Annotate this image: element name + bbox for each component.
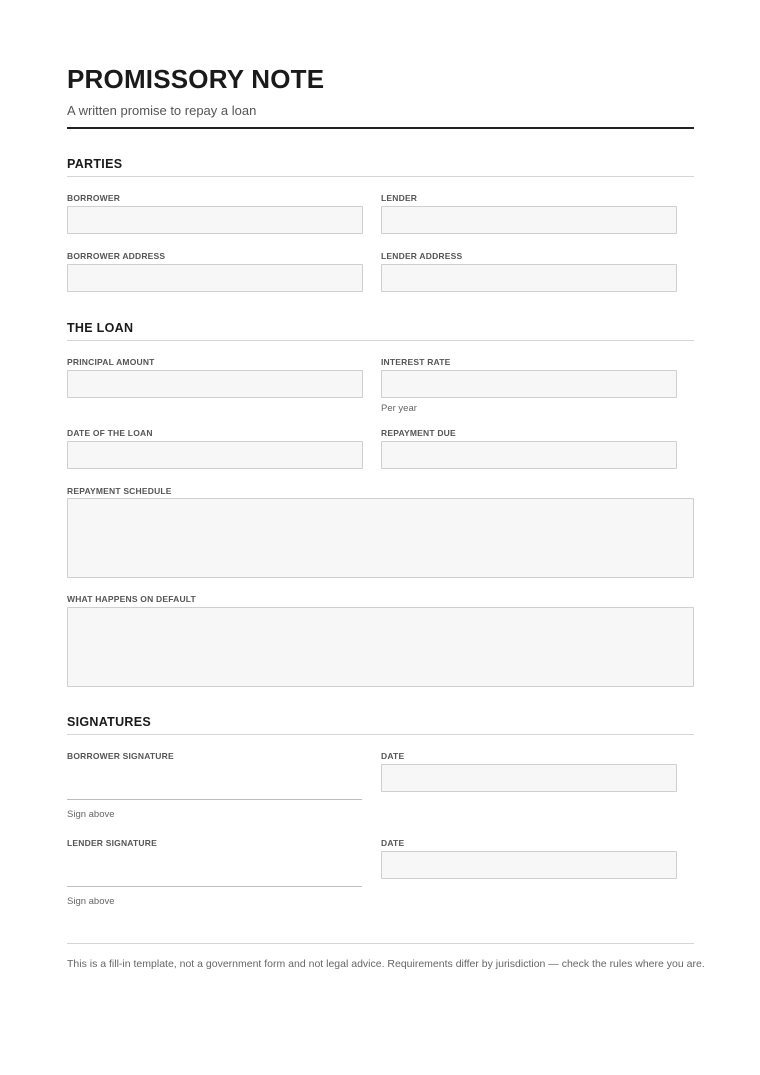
interest-rate-hint: Per year xyxy=(381,403,417,414)
lender-date-field[interactable] xyxy=(381,851,677,879)
principal-amount-label: PRINCIPAL AMOUNT xyxy=(67,357,155,367)
repayment-schedule-label: REPAYMENT SCHEDULE xyxy=(67,486,172,496)
borrower-signature-label: BORROWER SIGNATURE xyxy=(67,751,174,761)
section-divider-signatures xyxy=(67,734,694,735)
borrower-address-field[interactable] xyxy=(67,264,363,292)
lender-sign-hint: Sign above xyxy=(67,896,115,907)
lender-field[interactable] xyxy=(381,206,677,234)
lender-date-label: DATE xyxy=(381,838,405,848)
section-title-loan: THE LOAN xyxy=(67,321,134,335)
lender-address-field[interactable] xyxy=(381,264,677,292)
page-title: PROMISSORY NOTE xyxy=(67,64,325,94)
section-divider-loan xyxy=(67,340,694,341)
borrower-date-label: DATE xyxy=(381,751,405,761)
loan-date-field[interactable] xyxy=(67,441,363,469)
interest-rate-field[interactable] xyxy=(381,370,677,398)
repayment-due-field[interactable] xyxy=(381,441,677,469)
repayment-schedule-textarea[interactable] xyxy=(67,498,694,578)
borrower-date-field[interactable] xyxy=(381,764,677,792)
section-divider-parties xyxy=(67,176,694,177)
footer-divider xyxy=(67,943,694,944)
section-title-signatures: SIGNATURES xyxy=(67,715,152,729)
borrower-sign-hint: Sign above xyxy=(67,809,115,820)
borrower-signature-line[interactable] xyxy=(67,799,362,800)
footer-disclaimer: This is a fill-in template, not a government form and not legal advice. Requirements differ by jurisdiction — check the rules where you are. xyxy=(67,958,705,970)
principal-amount-field[interactable] xyxy=(67,370,363,398)
lender-signature-line[interactable] xyxy=(67,886,362,887)
loan-date-label: DATE OF THE LOAN xyxy=(67,428,153,438)
borrower-label: BORROWER xyxy=(67,193,121,203)
borrower-address-label: BORROWER ADDRESS xyxy=(67,251,166,261)
repayment-due-label: REPAYMENT DUE xyxy=(381,428,456,438)
header-divider xyxy=(67,127,694,129)
default-terms-textarea[interactable] xyxy=(67,607,694,687)
page-subtitle: A written promise to repay a loan xyxy=(67,103,257,118)
lender-signature-label: LENDER SIGNATURE xyxy=(67,838,157,848)
interest-rate-label: INTEREST RATE xyxy=(381,357,451,367)
section-title-parties: PARTIES xyxy=(67,157,123,171)
borrower-field[interactable] xyxy=(67,206,363,234)
lender-address-label: LENDER ADDRESS xyxy=(381,251,463,261)
default-label: WHAT HAPPENS ON DEFAULT xyxy=(67,594,196,604)
lender-label: LENDER xyxy=(381,193,418,203)
